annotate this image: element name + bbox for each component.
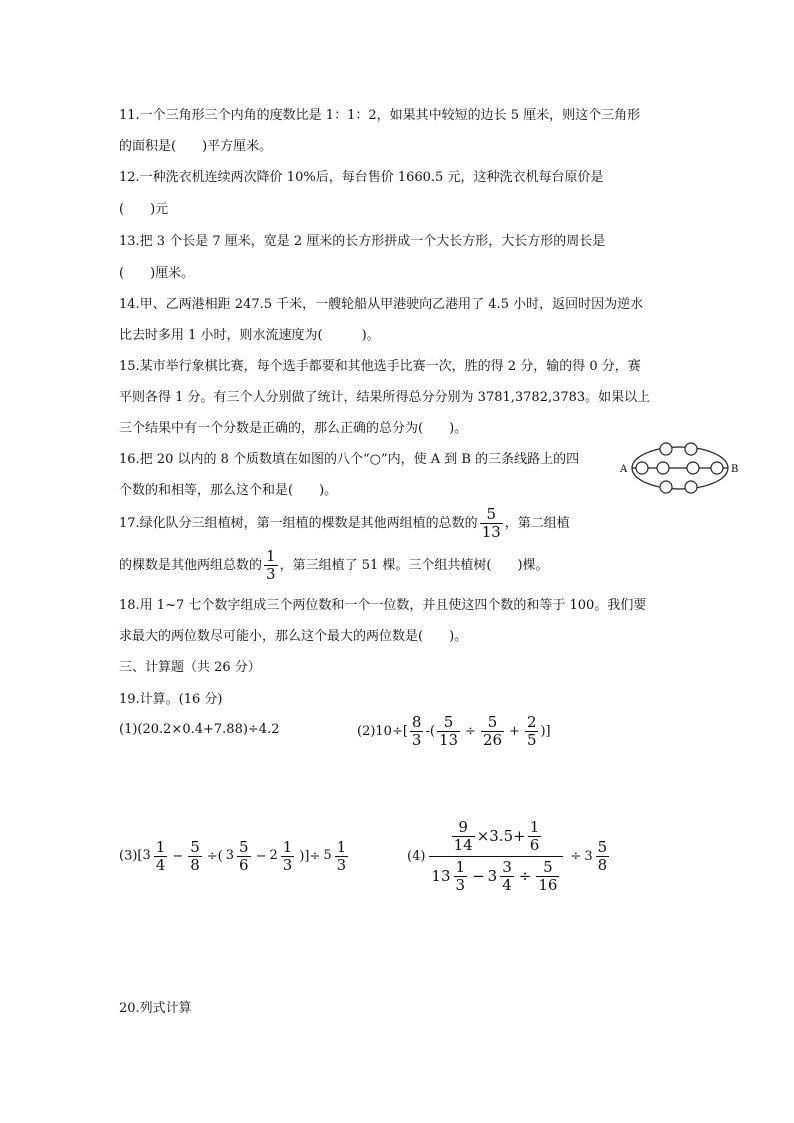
circle-slot-left: [636, 462, 648, 474]
circle-slot-top-1: [660, 443, 672, 455]
q18-line2: 求最大的两位数尽可能小，那么这个最大的两位数是( )。: [119, 629, 468, 644]
mixed-2-1-3: 2 $\frac{1}{3}$: [269, 837, 293, 874]
q16-line2: 个数的和相等，那么这个和是( )。: [119, 483, 338, 498]
q17-text-a: 17.绿化队分三组植树，第一组植的棵数是其他两组植的总数的: [119, 516, 478, 531]
q19-part1: (1)(20.2×0.4+7.88)÷4.2: [119, 722, 280, 737]
q19-part3: (3)[ 3 $\frac{1}{4}$ − $\frac{5}{8}$ ÷( 3 $\frac{5}{6}$ − 2 $\frac{1}{3}$ )]÷ 5 $\frac{1}{3}$: [119, 836, 350, 877]
q14-line1: 14.甲、乙两港相距 247.5 千米，一艘轮船从甲港驶向乙港用了 4.5 小时，返回时因为逆水: [119, 297, 644, 312]
complex-numerator: $\frac{9}{14}$ ×3.5+ $\frac{1}{6}$: [453, 817, 540, 854]
q18-line1: 18.用 1~7 七个数字组成三个两位数和一个一位数，并且使这四个数的和等于 100。我们要: [119, 598, 647, 613]
q15-line3: 三个结果中有一个分数是正确的，那么正确的总分为( )。: [119, 421, 468, 436]
q11-line2: 的面积是( )平方厘米。: [119, 139, 273, 154]
q17-text-d: ，第三组植了 51 棵。三个组共植树( )棵。: [279, 558, 549, 573]
q17-text-c: 的棵数是其他两组总数的: [119, 558, 263, 573]
fraction-5-13: $\frac{5}{13}$: [438, 713, 459, 749]
fraction-2-5: $\frac{2}{5}$: [526, 713, 537, 749]
circle-slot-top-2: [685, 443, 697, 455]
q17-line1: [119, 504, 570, 544]
q15-line1: 15.某市举行象棋比赛，每个选手都要和其他选手比赛一次，胜的得 2 分，输的得 0 分，赛: [119, 359, 641, 374]
fraction-1-3: $\frac{1}{3}$: [266, 547, 276, 583]
q20-title: 20.列式计算: [119, 1001, 192, 1016]
q19-part4: (4) $\frac{9}{14}$ ×3.5+ $\frac{1}{6}$ 13 $\frac{1}{3}$ − 3 $\frac{3}{4}$ ÷ $\frac{5}{16}$ ÷ 3 $\frac{5}{8}$: [407, 814, 611, 898]
section-heading: 三、计算题（共 26 分）: [119, 660, 261, 675]
complex-denominator: 13 $\frac{1}{3}$ − 3 $\frac{3}{4}$ ÷ $\frac{5}{16}$: [429, 856, 563, 893]
fraction-5-8: $\frac{5}{8}$: [190, 837, 200, 874]
q16-line1: 16.把 20 以内的 8 个质数填在如图的八个“○”内，使 A 到 B 的三条线路上的四: [119, 452, 580, 467]
route-diagram: [620, 435, 742, 501]
circle-slot-mid-2: [687, 462, 699, 474]
fraction-5-13: $\frac{5}{13}$: [481, 505, 501, 541]
q12-line1: 12.一种洗衣机连续两次降价 10%后，每台售价 1660.5 元，这种洗衣机每台原价是: [119, 170, 604, 185]
q19-title: 19.计算。(16 分): [119, 692, 223, 707]
complex-fraction: [429, 817, 563, 894]
label-b: B: [731, 464, 739, 475]
q17-line2: [119, 546, 549, 586]
mixed-3-1-4: 3 $\frac{1}{4}$: [142, 837, 166, 874]
mixed-3-5-8: 3 $\frac{5}{8}$: [584, 837, 608, 874]
circle-slot-mid-3: [711, 462, 723, 474]
mixed-5-1-3: 5 $\frac{1}{3}$: [323, 837, 347, 874]
q13-line2: ( )厘米。: [119, 266, 195, 281]
q17-text-b: ，第二组植: [504, 516, 570, 531]
fraction-8-3: $\frac{8}{3}$: [411, 713, 422, 749]
circle-slot-mid-1: [657, 462, 669, 474]
q13-line1: 13.把 3 个长是 7 厘米，宽是 2 厘米的长方形拼成一个大长方形，大长方形的周长是: [119, 234, 606, 249]
q11-line1: 11.一个三角形三个内角的度数比是 1：1：2，如果其中较短的边长 5 厘米，则这个三角形: [119, 108, 641, 123]
q15-line2: 平则各得 1 分。有三个人分别做了统计，结果所得总分分别为 3781,3782,3783。如果以上: [119, 390, 651, 405]
circle-slot-bottom-2: [685, 481, 697, 493]
q14-line2: 比去时多用 1 小时，则水流速度为( )。: [119, 328, 380, 343]
mixed-3-5-6: 3 $\frac{5}{6}$: [225, 837, 249, 874]
circle-slot-bottom-1: [660, 481, 672, 493]
fraction-5-26: $\frac{5}{26}$: [482, 713, 503, 749]
label-a: A: [620, 464, 628, 475]
q12-line2: ( )元: [119, 202, 169, 217]
q19-part2: (2)10÷[ $\frac{8}{3}$ -( $\frac{5}{13}$ ÷ $\frac{5}{26}$ + $\frac{2}{5}$ )]: [357, 713, 551, 749]
